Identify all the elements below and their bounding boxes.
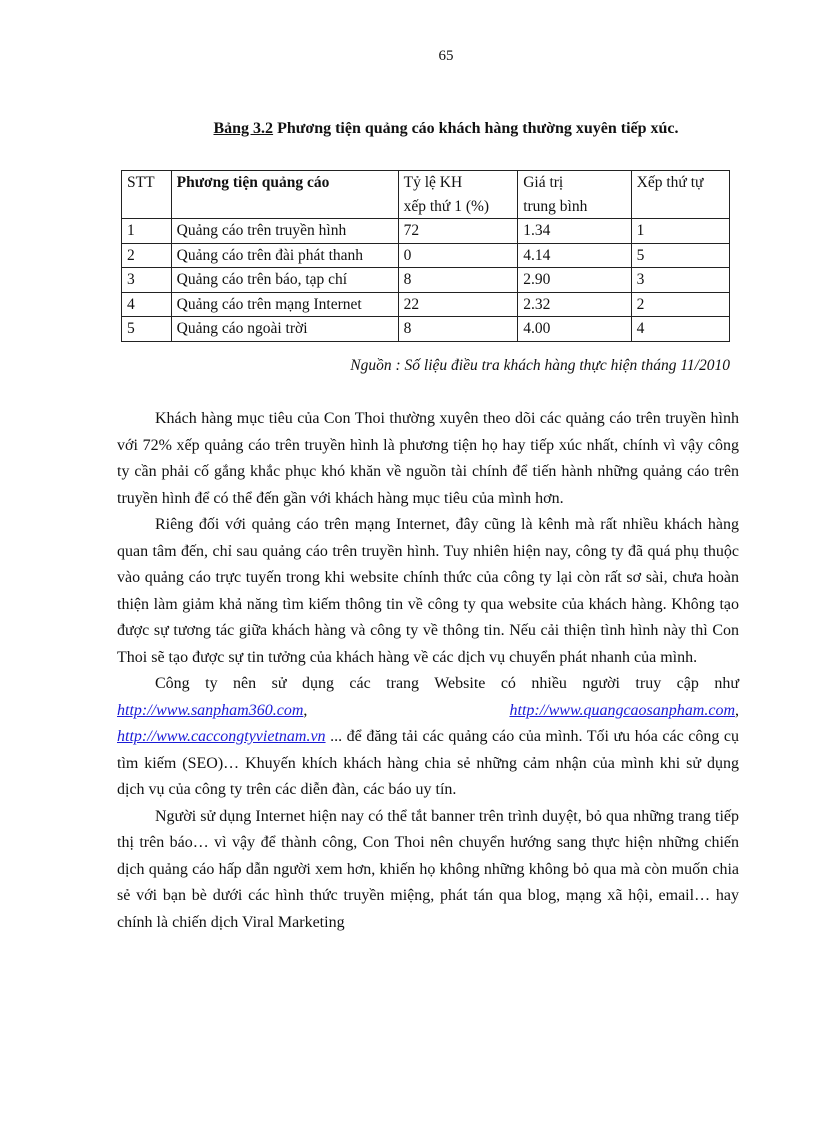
header-phuong-tien: Phương tiện quảng cáo (171, 171, 398, 219)
cell-name: Quảng cáo trên mạng Internet (171, 292, 398, 317)
table-row (122, 317, 730, 342)
paragraph-1: Khách hàng mục tiêu của Con Thoi thường xuyên theo dõi các quảng cáo trên truyền hình với 72% xếp quảng cáo trên truyền hình là phương tiện họ hay tiếp xúc nhất, chính vì vậy công ty cần phải cố gắng khắc phục khó khăn về nguồn tài chính để tiến hành những quảng cáo trên truyền hình để có thể đến gần với khách hàng mục tiêu của mình hơn. (117, 410, 739, 507)
cell-stt: 3 (122, 268, 172, 293)
cell-mean: 2.90 (518, 268, 631, 293)
cell-rank: 1 (631, 219, 729, 244)
header-gia-tri-line2: trung bình (523, 197, 588, 215)
paragraph-3-rest-text: ... để đăng tải các quảng cáo của mình. Tối ưu hóa các công cụ tìm kiếm (SEO)… Khuyến khích khách hàng chia sẻ những cảm nhận của mình khi sử dụng dịch vụ của công ty trên các diễn đàn, các báo uy tín. (117, 728, 739, 798)
cell-name: Quảng cáo trên truyền hình (171, 219, 398, 244)
cell-name: Quảng cáo trên báo, tạp chí (171, 268, 398, 293)
cell-stt: 5 (122, 317, 172, 342)
cell-mean: 2.32 (518, 292, 631, 317)
table-row (122, 268, 730, 293)
link-quangcaosanpham[interactable]: http://www.quangcaosanpham.com (509, 701, 735, 719)
header-ty-le (398, 171, 518, 219)
header-ty-le-line1: Tỷ lệ KH (403, 174, 463, 191)
header-ty-le-line2: xếp thứ 1 (%) (403, 197, 490, 215)
cell-stt: 4 (122, 292, 172, 317)
cell-stt: 2 (122, 243, 172, 268)
link-sanpham360[interactable]: http://www.sanpham360.com (117, 701, 304, 719)
cell-rate: 0 (398, 243, 518, 268)
paragraph-3-intro: Công ty nên sử dụng các trang Website có nhiều người truy cập như (155, 675, 739, 692)
header-xep-thu-tu: Xếp thứ tự (631, 171, 729, 219)
caption-text: Phương tiện quảng cáo khách hàng thường xuyên tiếp xúc. (273, 120, 679, 137)
links-line: http://www.sanpham360.com, http://www.quangcaosanpham.com, (117, 701, 739, 719)
cell-rate: 72 (398, 219, 518, 244)
table-header-row (122, 171, 730, 219)
cell-rate: 8 (398, 317, 518, 342)
table-row (122, 292, 730, 317)
cell-mean: 1.34 (518, 219, 631, 244)
cell-rank: 2 (631, 292, 729, 317)
paragraph-4: Người sử dụng Internet hiện nay có thể tắt banner trên trình duyệt, bỏ qua những trang tiếp thị trên báo… vì vậy để thành công, Con Thoi nên chuyển hướng sang thực hiện những chiến dịch quảng cáo hấp dẫn người xem hơn, khiến họ không những không bỏ qua mà còn muốn chia sẻ với bạn bè dưới các hình thức truyền miệng, phát tán qua blog, mạng xã hội, email… hay chính là chiến dịch Viral Marketing (117, 807, 739, 931)
cell-name: Quảng cáo ngoài trời (171, 317, 398, 342)
advertising-media-table (121, 170, 730, 342)
header-gia-tri (518, 171, 631, 219)
cell-stt: 1 (122, 219, 172, 244)
cell-mean: 4.00 (518, 317, 631, 342)
table-row (122, 219, 730, 244)
paragraph-2: Riêng đối với quảng cáo trên mạng Internet, đây cũng là kênh mà rất nhiều khách hàng quan tâm đến, chỉ sau quảng cáo trên truyền hình. Tuy nhiên hiện nay, công ty đã quá phụ thuộc vào quảng cáo trực tuyến trong khi website chính thức của công ty lại còn rất sơ sài, chưa hoàn thiện làm giảm khả năng tìm kiếm thông tin về công ty qua website của khách hàng. Không tạo được sự tương tác giữa khách hàng và công ty về thông tin. Nếu cải thiện tình hình này thì Con Thoi sẽ tạo được sự tin tưởng của khách hàng về các dịch vụ chuyển phát nhanh của mình. (117, 516, 739, 666)
cell-rank: 3 (631, 268, 729, 293)
cell-rank: 5 (631, 243, 729, 268)
caption-label: Bảng 3.2 (213, 120, 274, 137)
body-text (117, 406, 739, 936)
cell-rate: 8 (398, 268, 518, 293)
paragraph-3-rest (117, 724, 739, 804)
cell-rate: 22 (398, 292, 518, 317)
header-gia-tri-line1: Giá trị (523, 174, 564, 191)
table-source-note: Nguồn : Số liệu điều tra khách hàng thực hiện tháng 11/2010 (350, 357, 730, 374)
cell-name: Quảng cáo trên đài phát thanh (171, 243, 398, 268)
link-caccongtyvietnam[interactable]: http://www.caccongtyvietnam.vn (117, 728, 326, 745)
cell-mean: 4.14 (518, 243, 631, 268)
header-stt: STT (122, 171, 172, 219)
page-number: 65 (438, 48, 454, 64)
cell-rank: 4 (631, 317, 729, 342)
table-caption (0, 120, 816, 138)
table-row (122, 243, 730, 268)
